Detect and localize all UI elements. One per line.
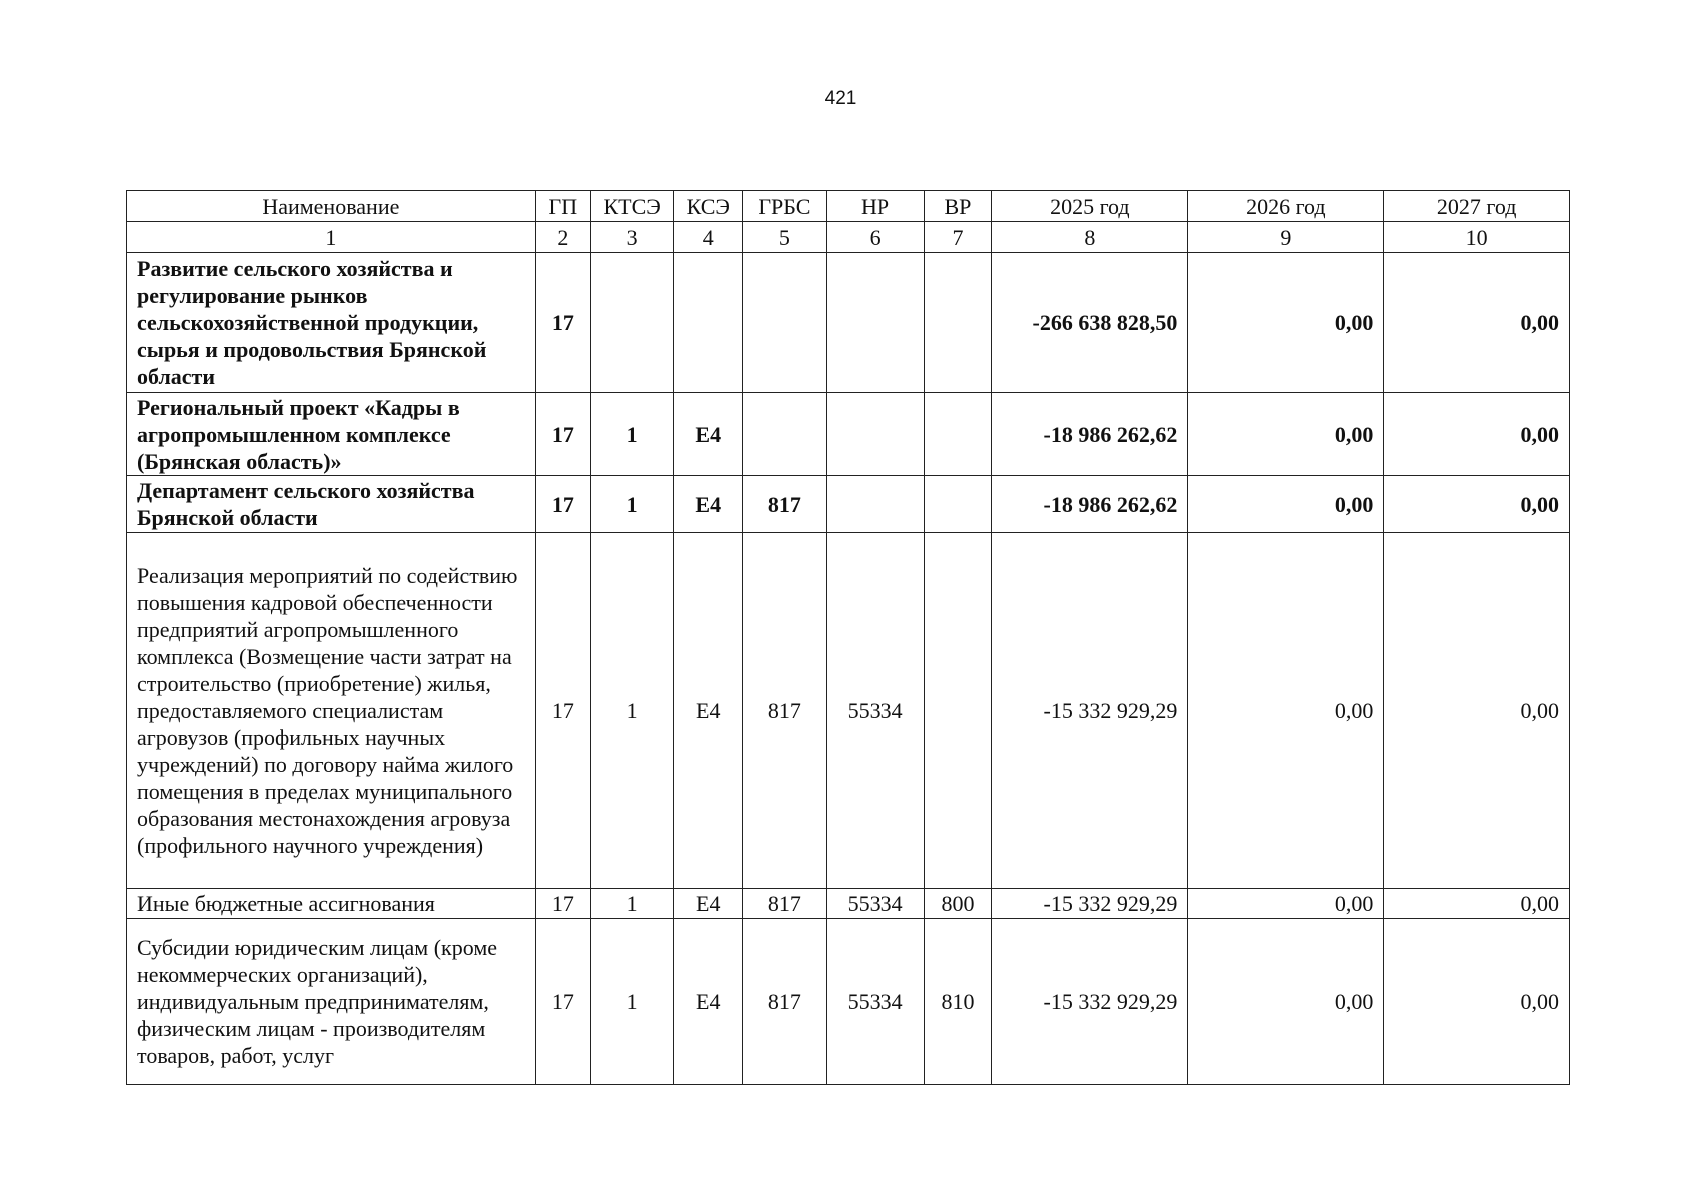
row-amount-2026: 0,00 xyxy=(1188,533,1384,889)
column-number: 3 xyxy=(590,222,673,253)
column-number: 9 xyxy=(1188,222,1384,253)
row-amount-2025: -18 986 262,62 xyxy=(992,393,1188,476)
row-amount-2026: 0,00 xyxy=(1188,393,1384,476)
row-name: Реализация мероприятий по содействию повышения кадровой обеспеченности предприятий агропромышленного комплекса (Возмещение части затрат на строительство (приобретение) жилья, предоставляемого специалистам агровузов (профильных научных учреждений) по договору найма жилого помещения в пределах муниципального образования местонахождения агровуза (профильного научного учреждения) xyxy=(127,533,536,889)
row-amount-2027: 0,00 xyxy=(1384,393,1570,476)
column-number: 5 xyxy=(743,222,826,253)
row-vr: 800 xyxy=(924,889,992,919)
row-ktse: 1 xyxy=(590,919,673,1085)
table-row xyxy=(127,253,1570,393)
header-2027: 2027 год xyxy=(1384,191,1570,222)
row-amount-2025: -18 986 262,62 xyxy=(992,476,1188,533)
column-number: 8 xyxy=(992,222,1188,253)
row-amount-2027: 0,00 xyxy=(1384,476,1570,533)
header-grbs: ГРБС xyxy=(743,191,826,222)
row-ktse: 1 xyxy=(590,533,673,889)
column-number: 10 xyxy=(1384,222,1570,253)
column-number: 6 xyxy=(826,222,924,253)
column-number: 2 xyxy=(535,222,590,253)
page-number: 421 xyxy=(824,88,857,109)
row-amount-2027: 0,00 xyxy=(1384,253,1570,393)
row-amount-2026: 0,00 xyxy=(1188,476,1384,533)
row-grbs: 817 xyxy=(743,919,826,1085)
table-row xyxy=(127,476,1570,533)
row-kse: Е4 xyxy=(674,476,743,533)
row-kse: Е4 xyxy=(674,889,743,919)
table-row xyxy=(127,393,1570,476)
row-vr xyxy=(924,253,992,393)
row-nr: 55334 xyxy=(826,533,924,889)
column-number: 7 xyxy=(924,222,992,253)
row-name: Развитие сельского хозяйства и регулирование рынков сельскохозяйственной продукции, сырья и продовольствия Брянской области xyxy=(127,253,536,393)
row-nr: 55334 xyxy=(826,919,924,1085)
header-name: Наименование xyxy=(127,191,536,222)
header-2026: 2026 год xyxy=(1188,191,1384,222)
header-nr: НР xyxy=(826,191,924,222)
row-amount-2027: 0,00 xyxy=(1384,919,1570,1085)
row-grbs xyxy=(743,393,826,476)
row-amount-2026: 0,00 xyxy=(1188,919,1384,1085)
row-grbs: 817 xyxy=(743,533,826,889)
row-name: Департамент сельского хозяйства Брянской области xyxy=(127,476,536,533)
row-amount-2026: 0,00 xyxy=(1188,889,1384,919)
row-amount-2025: -266 638 828,50 xyxy=(992,253,1188,393)
row-kse xyxy=(674,253,743,393)
row-gp: 17 xyxy=(535,889,590,919)
row-vr: 810 xyxy=(924,919,992,1085)
row-amount-2025: -15 332 929,29 xyxy=(992,889,1188,919)
row-kse: Е4 xyxy=(674,393,743,476)
row-vr xyxy=(924,533,992,889)
header-gp: ГП xyxy=(535,191,590,222)
header-kse: КСЭ xyxy=(674,191,743,222)
row-name: Региональный проект «Кадры в агропромышленном комплексе (Брянская область)» xyxy=(127,393,536,476)
row-gp: 17 xyxy=(535,393,590,476)
row-name: Субсидии юридическим лицам (кроме некоммерческих организаций), индивидуальным предпринимателям, физическим лицам - производителям товаров, работ, услуг xyxy=(127,919,536,1085)
row-ktse: 1 xyxy=(590,476,673,533)
header-ktse: КТСЭ xyxy=(590,191,673,222)
row-amount-2027: 0,00 xyxy=(1384,889,1570,919)
row-nr: 55334 xyxy=(826,889,924,919)
row-amount-2027: 0,00 xyxy=(1384,533,1570,889)
row-nr xyxy=(826,476,924,533)
row-amount-2025: -15 332 929,29 xyxy=(992,533,1188,889)
row-amount-2025: -15 332 929,29 xyxy=(992,919,1188,1085)
row-nr xyxy=(826,253,924,393)
budget-table xyxy=(126,190,1570,1085)
row-grbs xyxy=(743,253,826,393)
table-row xyxy=(127,533,1570,889)
header-row xyxy=(127,191,1570,222)
row-ktse: 1 xyxy=(590,393,673,476)
row-vr xyxy=(924,393,992,476)
row-name: Иные бюджетные ассигнования xyxy=(127,889,536,919)
table-row xyxy=(127,919,1570,1085)
column-number: 4 xyxy=(674,222,743,253)
row-kse: Е4 xyxy=(674,533,743,889)
row-kse: Е4 xyxy=(674,919,743,1085)
row-ktse: 1 xyxy=(590,889,673,919)
row-vr xyxy=(924,476,992,533)
column-number: 1 xyxy=(127,222,536,253)
row-ktse xyxy=(590,253,673,393)
header-2025: 2025 год xyxy=(992,191,1188,222)
row-grbs: 817 xyxy=(743,889,826,919)
row-grbs: 817 xyxy=(743,476,826,533)
row-gp: 17 xyxy=(535,919,590,1085)
row-gp: 17 xyxy=(535,476,590,533)
column-number-row xyxy=(127,222,1570,253)
header-vr: ВР xyxy=(924,191,992,222)
row-gp: 17 xyxy=(535,533,590,889)
row-gp: 17 xyxy=(535,253,590,393)
row-amount-2026: 0,00 xyxy=(1188,253,1384,393)
table-row xyxy=(127,889,1570,919)
row-nr xyxy=(826,393,924,476)
